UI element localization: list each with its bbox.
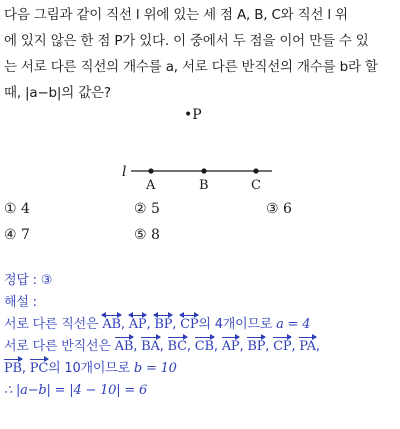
point-c bbox=[253, 168, 258, 173]
line-symbol: AB bbox=[102, 314, 121, 336]
rays-list-row2: PB, PC bbox=[4, 361, 48, 376]
question-line-4: 때, |a−b|의 값은? bbox=[4, 85, 111, 101]
line-symbol: BP bbox=[154, 314, 172, 336]
ray-symbol: PB bbox=[4, 358, 22, 380]
answer-line: 정답 : ③ bbox=[4, 273, 53, 288]
point-b bbox=[201, 168, 206, 173]
choice-1[interactable]: ① 4 bbox=[4, 201, 30, 217]
rays-list-row1: AB, BA, BC, CB, AP, BP, CP, PA, bbox=[115, 339, 320, 354]
choice-5[interactable]: ⑤ 8 bbox=[134, 227, 160, 243]
ray-symbol: BC bbox=[168, 336, 187, 358]
ray-symbol: BP bbox=[247, 336, 265, 358]
answer-choices bbox=[4, 201, 396, 253]
ray-symbol: AB bbox=[115, 336, 134, 358]
rays-count-line bbox=[4, 336, 398, 358]
question-line-2: 에 있지 않은 한 점 P가 있다. 이 중에서 두 점을 이어 만들 수 있 bbox=[4, 33, 369, 49]
choice-2[interactable]: ② 5 bbox=[134, 201, 160, 217]
solution-heading: 해설 : bbox=[4, 295, 37, 310]
line-diagram bbox=[0, 104, 400, 196]
choice-row-2 bbox=[4, 227, 396, 253]
question-text bbox=[4, 2, 396, 106]
final-answer-line: ∴ |a−b| = |4 − 10| = 6 bbox=[4, 383, 148, 398]
line-l-label: l bbox=[122, 164, 127, 180]
solution bbox=[4, 270, 398, 402]
ray-symbol: CP bbox=[273, 336, 291, 358]
ray-symbol: BA bbox=[141, 336, 160, 358]
ray-symbol: CB bbox=[195, 336, 214, 358]
choice-3[interactable]: ③ 6 bbox=[266, 201, 292, 217]
rays-prefix: 서로 다른 반직선은 bbox=[4, 339, 111, 354]
point-a-label: A bbox=[146, 178, 156, 193]
lines-equation: a = 4 bbox=[276, 317, 311, 332]
choice-row-1 bbox=[4, 201, 396, 227]
ray-symbol: PC bbox=[30, 358, 48, 380]
line-symbol: AP bbox=[129, 314, 147, 336]
lines-list: AB, AP, BP, CP bbox=[102, 317, 198, 332]
point-c-label: C bbox=[251, 178, 261, 193]
lines-count-line bbox=[4, 314, 398, 336]
question-line-1: 다음 그림과 같이 직선 l 위에 있는 세 점 A, B, C와 직선 l 위 bbox=[4, 7, 348, 23]
lines-prefix: 서로 다른 직선은 bbox=[4, 317, 99, 332]
ray-symbol: PA bbox=[299, 336, 316, 358]
rays-equation: b = 10 bbox=[133, 361, 177, 376]
question-line-3: 는 서로 다른 직선의 개수를 a, 서로 다른 반직선의 개수를 b라 할 bbox=[4, 59, 378, 75]
point-a bbox=[148, 168, 153, 173]
rays-count-line-2 bbox=[4, 358, 398, 380]
point-p-label: •P bbox=[184, 107, 202, 123]
line-symbol: CP bbox=[180, 314, 198, 336]
ray-symbol: AP bbox=[222, 336, 240, 358]
point-b-label: B bbox=[199, 178, 209, 193]
choice-4[interactable]: ④ 7 bbox=[4, 227, 30, 243]
lines-suffix: 의 4개이므로 bbox=[198, 317, 273, 332]
rays-suffix: 의 10개이므로 bbox=[48, 361, 130, 376]
